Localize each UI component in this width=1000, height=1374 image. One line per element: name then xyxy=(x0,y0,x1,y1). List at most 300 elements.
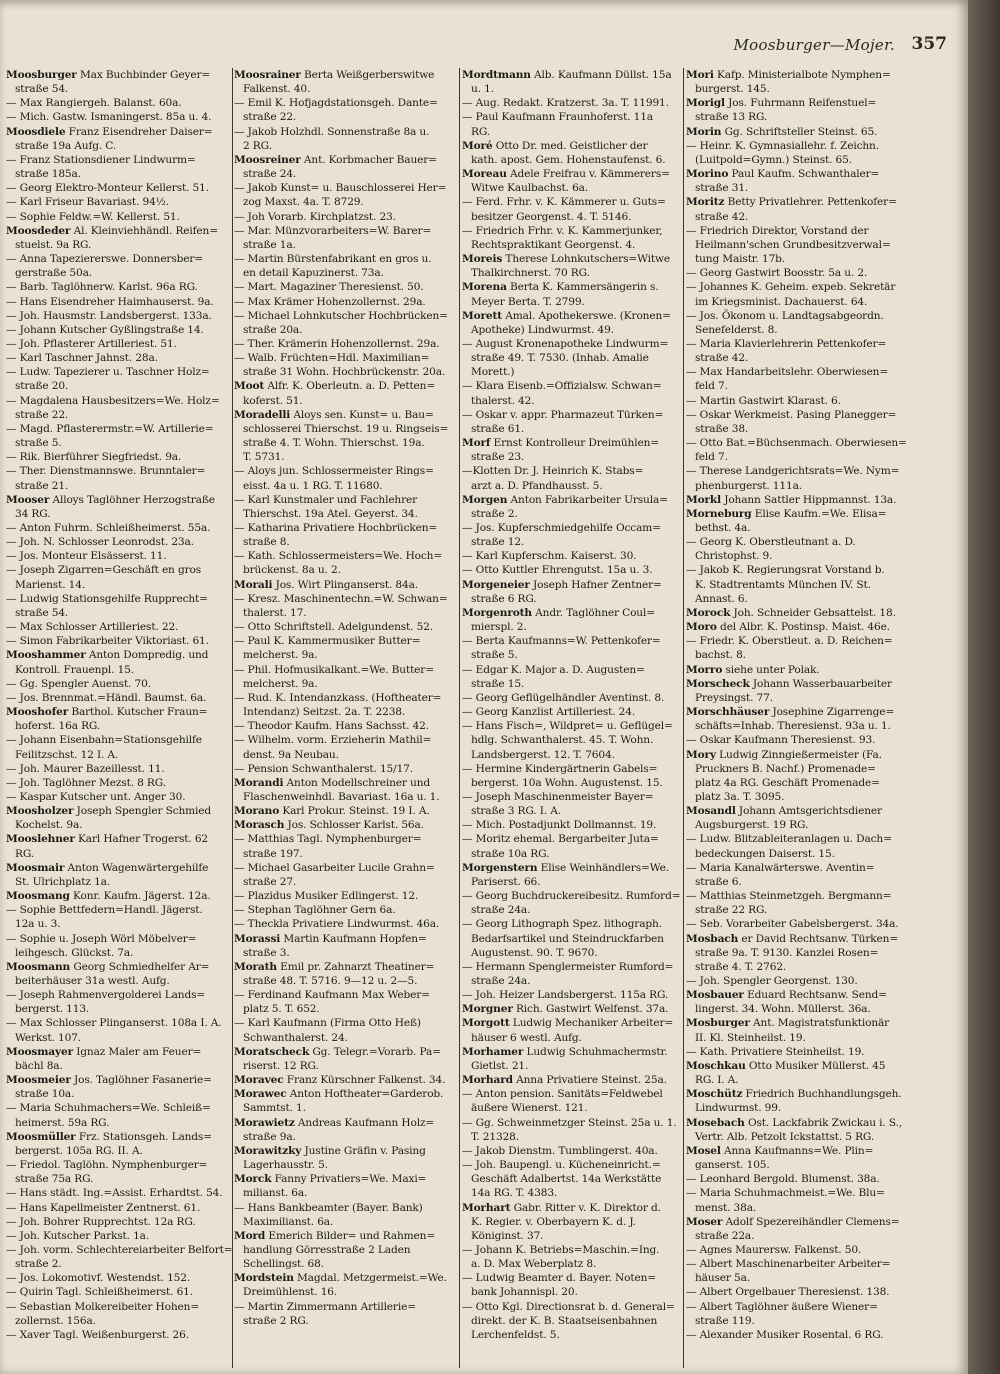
directory-entry: Morena Berta K. Kammersängerin s. xyxy=(462,281,659,294)
directory-entry: Moosmeier Jos. Taglöhner Fasanerie= xyxy=(6,1074,212,1087)
directory-entry: Morgenroth Andr. Taglöhner Coul= xyxy=(462,606,655,619)
entry-continuation: handlung Görresstraße 2 Laden xyxy=(243,1243,411,1256)
entry-continuation: straße 2. xyxy=(471,507,518,520)
entry-continuation: 14a RG. T. 4383. xyxy=(471,1187,558,1200)
entry-surname: Morano xyxy=(234,805,280,818)
directory-entry: — Mar. Münzvorarbeiters=W. Barer= xyxy=(234,224,432,237)
directory-entry: — Joseph Zigarren=Geschäft en gros xyxy=(6,564,202,577)
page-header xyxy=(0,34,955,56)
entry-surname: Moosholzer xyxy=(6,805,74,818)
directory-entry: Morawietz Andreas Kaufmann Holz= xyxy=(234,1116,435,1129)
directory-entry: — Otto Kgl. Directionsrat b. d. General= xyxy=(462,1300,675,1313)
entry-continuation: eisst. 4a u. 1 RG. T. 11680. xyxy=(243,479,383,492)
directory-entry: Morf Ernst Kontrolleur Dreimühlen= xyxy=(462,437,659,450)
directory-entry: Morgeneier Joseph Hafner Zentner= xyxy=(462,578,662,591)
directory-entry: Morgenstern Elise Weinhändlers=We. xyxy=(462,861,669,874)
entry-continuation: thalerst. 42. xyxy=(471,394,535,407)
directory-entry: — Joh. vorm. Schlechtereiarbeiter Belfort= xyxy=(6,1243,233,1256)
directory-entry: — Joh. Baupengl. u. Kücheneinricht.= xyxy=(462,1159,661,1172)
directory-entry: — Jakob K. Regierungsrat Vorstand b. xyxy=(686,564,885,577)
directory-entry: — Matthias Steinmetzgeh. Bergmann= xyxy=(686,890,892,903)
directory-entry: Morock Joh. Schneider Gebsattelst. 18. xyxy=(686,606,896,619)
entry-continuation: straße 3. xyxy=(243,946,290,959)
entry-continuation: straße 20a. xyxy=(243,323,303,336)
directory-entry: — Max Schlosser Plinganserst. 108a I. A. xyxy=(6,1017,222,1030)
directory-entry: Morgner Rich. Gastwirt Welfenst. 37a. xyxy=(462,1003,669,1016)
entry-continuation: straße 6. xyxy=(695,875,742,888)
directory-entry: Morawec Anton Hoftheater=Garderob. xyxy=(234,1088,444,1101)
entry-surname: Moosmüller xyxy=(6,1130,76,1143)
entry-surname: Mordstein xyxy=(234,1272,294,1285)
entry-surname: Morgen xyxy=(462,493,508,506)
directory-entry: — Otto Kuttler Ehrengutst. 15a u. 3. xyxy=(462,564,653,577)
entry-continuation: straße 22a. xyxy=(695,1229,755,1242)
directory-entry: Mordstein Magdal. Metzgermeist.=We. xyxy=(234,1272,447,1285)
entry-continuation: 2 RG. xyxy=(243,139,272,152)
entry-continuation: straße 48. T. 5716. 9—12 u. 2—5. xyxy=(243,975,418,987)
directory-entry: — Max Schlosser Artilleriest. 22. xyxy=(6,621,179,634)
directory-entry: — Paul Kaufmann Fraunhoferst. 11a xyxy=(462,111,653,124)
entry-continuation: riserst. 12 RG. xyxy=(243,1059,319,1072)
entry-continuation: Heilmann'schen Grundbesitzverwal= xyxy=(695,238,891,251)
directory-entry: — Plazidus Musiker Edlingerst. 12. xyxy=(234,890,419,903)
entry-continuation: straße 21. xyxy=(15,479,69,492)
entry-continuation: bachst. 8. xyxy=(695,649,746,662)
directory-entry: — August Kronenapotheke Lindwurm= xyxy=(462,337,669,350)
entry-continuation: 34 RG. xyxy=(15,507,51,520)
directory-entry: Moschkau Otto Musiker Müllerst. 45 xyxy=(686,1059,886,1072)
entry-continuation: Pariserst. 66. xyxy=(471,875,541,888)
entry-continuation: straße 49. T. 7530. (Inhab. Amalie xyxy=(471,352,649,365)
directory-entry: — Kresz. Maschinentechn.=W. Schwan= xyxy=(234,592,448,605)
directory-entry: Morassi Martin Kaufmann Hopfen= xyxy=(234,932,427,945)
directory-entry: — Max Handarbeitslehr. Oberwiesen= xyxy=(686,366,889,379)
entry-surname: Morett xyxy=(462,309,503,322)
entry-continuation: straße 38. xyxy=(695,422,749,435)
entry-continuation: straße 42. xyxy=(695,352,749,365)
entry-continuation: straße 15. xyxy=(471,677,525,690)
directory-entry: Mooser Alloys Taglöhner Herzogstraße xyxy=(6,493,215,506)
directory-entry: — Rud. K. Intendanzkass. (Hoftheater= xyxy=(234,691,442,704)
directory-entry: —Klotten Dr. J. Heinrich K. Stabs= xyxy=(462,465,644,478)
directory-entry: — Martin Gastwirt Klarast. 6. xyxy=(686,394,841,407)
entry-continuation: straße 24. xyxy=(243,168,297,181)
entry-continuation: straße 5. xyxy=(15,437,62,450)
directory-entry: — Martin Bürstenfabrikant en gros u. xyxy=(234,253,432,266)
entry-continuation: koferst. 51. xyxy=(243,394,303,407)
directory-entry: — Aug. Redakt. Kratzerst. 3a. T. 11991. xyxy=(462,97,669,110)
directory-entry: — Barb. Taglöhnerw. Karlst. 96a RG. xyxy=(6,281,198,294)
entry-surname: Moritz xyxy=(686,196,725,209)
entry-continuation: straße 31 Wohn. Hochbrückenstr. 20a. xyxy=(243,366,446,379)
directory-entry: Morigl Jos. Fuhrmann Reifenstuel= xyxy=(686,97,877,110)
entry-continuation: bethst. 4a. xyxy=(695,522,751,534)
directory-entry: — Georg Kanzlist Artilleriest. 24. xyxy=(462,706,636,719)
entry-continuation: straße 20. xyxy=(15,380,69,393)
entry-continuation: Witwe Kaulbachst. 6a. xyxy=(471,182,589,195)
directory-entry: — Georg Gastwirt Boosstr. 5a u. 2. xyxy=(686,267,868,280)
entry-continuation: milianst. 6a. xyxy=(243,1187,308,1200)
entry-surname: Mosbauer xyxy=(686,989,744,1002)
directory-entry: — Kath. Privatiere Steinheilst. 19. xyxy=(686,1045,865,1058)
directory-entry: — Joh. Kutscher Parkst. 1a. xyxy=(6,1229,150,1242)
entry-continuation: Augsburgerst. 19 RG. xyxy=(695,819,809,832)
entry-surname: Morgott xyxy=(462,1017,510,1030)
entry-surname: Morali xyxy=(234,578,273,591)
entry-continuation: Sammtst. 1. xyxy=(243,1102,306,1115)
entry-surname: Morin xyxy=(686,125,722,138)
directory-entry: — Joh. Hausmstr. Landsbergerst. 133a. xyxy=(6,309,212,322)
entry-continuation: Senefelderst. 8. xyxy=(695,323,778,336)
directory-entry: Moosmüller Frz. Stationsgeh. Lands= xyxy=(6,1130,212,1143)
entry-continuation: straße 23. xyxy=(471,451,525,464)
directory-entry: Moot Alfr. K. Oberleutn. a. D. Petten= xyxy=(234,380,436,393)
directory-entry: — Aloys jun. Schlossermeister Rings= xyxy=(234,465,434,478)
entry-continuation: Apotheke) Lindwurmst. 49. xyxy=(471,323,614,336)
directory-entry: Morgott Ludwig Mechaniker Arbeiter= xyxy=(462,1017,674,1030)
directory-entry: — Joh. Bohrer Rupprechtst. 12a RG. xyxy=(6,1215,196,1228)
entry-continuation: schäfts=Inhab. Theresienst. 93a u. 1. xyxy=(695,720,891,733)
entry-continuation: stuelst. 9a RG. xyxy=(15,238,92,251)
directory-entry: Moritz Betty Privatlehrer. Pettenkofer= xyxy=(686,196,897,209)
entry-continuation: direkt. der K. B. Staatseisenbahnen xyxy=(471,1314,658,1327)
entry-continuation: melcherst. 9a. xyxy=(243,649,318,662)
entry-surname: Mordtmann xyxy=(462,69,531,81)
directory-entry: — Joh. Spengler Georgenst. 130. xyxy=(686,975,858,987)
directory-entry: — Jos. Monteur Elsässerst. 11. xyxy=(6,550,167,563)
entry-surname: Morhart xyxy=(462,1201,511,1214)
directory-entry: — Sophie Feldw.=W. Kellerst. 51. xyxy=(6,210,180,223)
entry-surname: Moreau xyxy=(462,168,507,181)
entry-continuation: Meyer Berta. T. 2799. xyxy=(471,295,585,308)
directory-entry: — Gg. Spengler Auenst. 70. xyxy=(6,677,151,690)
directory-entry: — Simon Fabrikarbeiter Viktoriast. 61. xyxy=(6,635,209,648)
entry-continuation: bedeckungen Daiserst. 15. xyxy=(695,847,835,860)
directory-entry: — Joh Vorarb. Kirchplatzst. 23. xyxy=(234,210,396,223)
directory-entry: Morawitzky Justine Gräfin v. Pasing xyxy=(234,1144,426,1157)
directory-entry: — Martin Zimmermann Artillerie= xyxy=(234,1300,416,1313)
entry-continuation: T. 5731. xyxy=(243,451,285,464)
entry-continuation: straße 19a Aufg. C. xyxy=(15,139,117,152)
entry-continuation: Schellingst. 68. xyxy=(243,1258,324,1271)
entry-continuation: bank Johannispl. 20. xyxy=(471,1286,578,1299)
entry-surname: Morawitzky xyxy=(234,1144,302,1157)
directory-entry: Morath Emil pr. Zahnarzt Theatiner= xyxy=(234,960,435,973)
directory-entry: Moosmayer Ignaz Maler am Feuer= xyxy=(6,1045,202,1058)
directory-entry: Morhamer Ludwig Schuhmachermstr. xyxy=(462,1045,668,1058)
directory-entry: — Georg Buchdruckereibesitz. Rumford= xyxy=(462,890,681,903)
entry-continuation: straße 54. xyxy=(15,83,69,96)
entry-continuation: straße 27. xyxy=(243,875,297,888)
entry-continuation: Dreimühlenst. 16. xyxy=(243,1286,338,1299)
entry-continuation: (Luitpold=Gymn.) Steinst. 65. xyxy=(695,153,852,166)
entry-continuation: Intendanz) Seitzst. 2a. T. 2238. xyxy=(243,706,406,719)
directory-entry: — Georg Geflügelhändler Aventinst. 8. xyxy=(462,691,665,704)
directory-entry: — Michael Gasarbeiter Lucile Grahn= xyxy=(234,861,435,874)
directory-entry: — Emil K. Hofjagdstationsgeh. Dante= xyxy=(234,97,438,110)
entry-continuation: Gietlst. 21. xyxy=(471,1059,529,1072)
directory-entry: — Gg. Schweinmetzger Steinst. 25a u. 1. xyxy=(462,1116,677,1129)
entry-continuation: straße 54. xyxy=(15,606,69,619)
entry-continuation: Lindwurmst. 99. xyxy=(695,1102,782,1115)
entry-continuation: gerstraße 50a. xyxy=(15,267,92,280)
directory-entry: — Alexander Musiker Rosental. 6 RG. xyxy=(686,1328,884,1341)
entry-continuation: straße 2. xyxy=(15,1258,62,1271)
entry-continuation: melcherst. 9a. xyxy=(243,677,318,690)
entry-continuation: zollernst. 156a. xyxy=(15,1314,96,1327)
directory-entry: — Theodor Kaufm. Hans Sachsst. 42. xyxy=(234,720,429,733)
column-rule xyxy=(232,68,233,1368)
entry-surname: Mory xyxy=(686,748,716,761)
directory-entry: — Maria Schuhmachmeist.=We. Blu= xyxy=(686,1187,885,1200)
directory-entry: Mosebach Ost. Lackfabrik Zwickau i. S., xyxy=(686,1116,902,1129)
entry-continuation: zog Maxst. 4a. T. 8729. xyxy=(243,196,364,209)
entry-continuation: feld 7. xyxy=(695,451,728,464)
directory-entry: — Hans Kapellmeister Zentnerst. 61. xyxy=(6,1201,201,1214)
directory-entry: — Seb. Vorarbeiter Gabelsbergerst. 34a. xyxy=(686,918,899,931)
entry-surname: Morgenstern xyxy=(462,861,538,874)
directory-entry: Morano Karl Prokur. Steinst. 19 I. A. xyxy=(234,805,430,818)
entry-surname: Moosmayer xyxy=(6,1045,74,1058)
entry-continuation: schlosserei Thierschst. 19 u. Ringseis= xyxy=(243,422,449,435)
entry-surname: Morawec xyxy=(234,1088,287,1101)
directory-entry: Moosmair Anton Wagenwärtergehilfe xyxy=(6,861,209,874)
entry-continuation: straße 9a. xyxy=(243,1130,296,1143)
book-spine-edge xyxy=(968,0,1000,1374)
directory-entry: — Hermine Kindergärtnerin Gabels= xyxy=(462,762,658,775)
entry-continuation: straße 10a RG. xyxy=(471,847,550,860)
entry-surname: Morgenroth xyxy=(462,606,532,619)
entry-continuation: T. 21328. xyxy=(471,1130,519,1143)
directory-entry: — Sophie Bettfedern=Handl. Jägerst. xyxy=(6,904,203,917)
directory-entry: — Rik. Bierführer Siegfriedst. 9a. xyxy=(6,451,182,464)
entry-surname: Morscheck xyxy=(686,677,750,690)
entry-surname: Morasch xyxy=(234,819,285,832)
entry-continuation: bächl 8a. xyxy=(15,1059,63,1072)
directory-entry: Morasch Jos. Schlosser Karlst. 56a. xyxy=(234,819,424,832)
entry-surname: Morneburg xyxy=(686,507,752,520)
directory-entry: Morin Gg. Schriftsteller Steinst. 65. xyxy=(686,125,878,138)
directory-entry: — Friedol. Taglöhn. Nymphenburger= xyxy=(6,1159,208,1172)
directory-entry: — Kath. Schlossermeisters=We. Hoch= xyxy=(234,550,443,563)
directory-entry: — Theckla Privatiere Lindwurmst. 46a. xyxy=(234,918,440,931)
directory-entry: — Georg Lithograph Spez. lithograph. xyxy=(462,918,662,931)
entry-continuation: Feilitzschst. 12 I. A. xyxy=(15,748,119,761)
directory-entry: — Anton Fuhrm. Schleißheimerst. 55a. xyxy=(6,522,211,534)
directory-entry: — Franz Stationsdiener Lindwurm= xyxy=(6,153,196,166)
entry-surname: Mosbach xyxy=(686,932,739,945)
entry-continuation: straße 6 RG. xyxy=(471,592,537,605)
entry-surname: Morock xyxy=(686,606,731,619)
entry-surname: Moot xyxy=(234,380,265,393)
entry-continuation: Annast. 6. xyxy=(695,592,748,605)
entry-continuation: ganserst. 105. xyxy=(695,1159,770,1172)
entry-continuation: burgerst. 145. xyxy=(695,83,770,96)
entry-surname: Morgeneier xyxy=(462,578,530,591)
entry-continuation: Augustenst. 90. T. 9670. xyxy=(471,946,598,959)
entry-surname: Moosdeder xyxy=(6,224,71,237)
entry-surname: Moschkau xyxy=(686,1059,746,1072)
entry-continuation: straße 8. xyxy=(243,536,290,549)
column-4 xyxy=(686,68,908,1368)
entry-continuation: a. D. Max Weberplatz 8. xyxy=(471,1258,597,1271)
directory-entry: Moosburger Max Buchbinder Geyer= xyxy=(6,69,211,81)
directory-entry: — Georg K. Oberstleutnant a. D. xyxy=(686,536,856,549)
directory-entry: — Joh. Maurer Bazeillesst. 11. xyxy=(6,762,165,775)
directory-entry: — Karl Kupferschm. Kaiserst. 30. xyxy=(462,550,637,563)
entry-continuation: straße 2 RG. xyxy=(243,1314,309,1327)
entry-continuation: feld 7. xyxy=(695,380,728,393)
entry-continuation: straße 9a. T. 9130. Kanzlei Rosen= xyxy=(695,946,879,959)
entry-continuation: RG. xyxy=(15,847,34,860)
page-number: 357 xyxy=(911,34,947,54)
entry-continuation: Kochelst. 9a. xyxy=(15,819,83,832)
directory-entry: — Hermann Spenglermeister Rumford= xyxy=(462,960,674,973)
directory-entry: — Jos. Brennmat.=Händl. Baumst. 6a. xyxy=(6,691,207,704)
entry-continuation: phenburgerst. 111a. xyxy=(695,479,802,492)
entry-continuation: häuser 5a. xyxy=(695,1272,751,1285)
entry-continuation: Vertr. Alb. Petzolt Ickstattst. 5 RG. xyxy=(695,1130,875,1143)
entry-surname: Moosrainer xyxy=(234,69,301,81)
directory-entry: — Joh. Pflasterer Artilleriest. 51. xyxy=(6,337,177,350)
directory-entry: — Hans städt. Ing.=Assist. Erhardtst. 54. xyxy=(6,1187,223,1200)
directory-entry: — Moritz ehemal. Bergarbeiter Juta= xyxy=(462,833,659,846)
directory-entry: — Sophie u. Joseph Wörl Möbelver= xyxy=(6,932,197,945)
directory-entry: — Johann K. Betriebs=Maschin.=Ing. xyxy=(462,1243,660,1256)
directory-entry: Morhard Anna Privatiere Steinst. 25a. xyxy=(462,1074,667,1087)
directory-entry: — Friedrich Direktor, Vorstand der xyxy=(686,224,869,237)
directory-entry: — Karl Friseur Bavariast. 94½. xyxy=(6,196,169,209)
directory-entry: — Leonhard Bergold. Blumenst. 38a. xyxy=(686,1173,880,1186)
entry-surname: Morgner xyxy=(462,1003,513,1016)
directory-entry: — Ludwig Stationsgehilfe Rupprecht= xyxy=(6,592,208,605)
directory-entry: — Oskar Kaufmann Theresienst. 93. xyxy=(686,734,876,747)
directory-entry: — Michael Lohnkutscher Hochbrücken= xyxy=(234,309,448,322)
entry-surname: Moosreiner xyxy=(234,153,301,166)
entry-continuation: arzt a. D. Pfandhausst. 5. xyxy=(471,479,603,492)
directory-entry: Morschhäuser Josephine Zigarrenge= xyxy=(686,706,895,719)
directory-entry: Moravec Franz Kürschner Falkenst. 34. xyxy=(234,1074,446,1087)
directory-entry: Moreau Adele Freifrau v. Kämmerers= xyxy=(462,168,670,181)
directory-entry: — Quirin Tagl. Schleißheimerst. 61. xyxy=(6,1286,193,1299)
entry-surname: Mosebach xyxy=(686,1116,745,1129)
entry-continuation: straße 197. xyxy=(243,847,303,860)
entry-continuation: platz 4a RG. Geschäft Promenade= xyxy=(695,776,880,789)
entry-continuation: straße 61. xyxy=(471,422,525,435)
entry-surname: Moreis xyxy=(462,253,503,266)
entry-surname: Morf xyxy=(462,437,491,450)
entry-continuation: straße 31. xyxy=(695,182,749,195)
directory-entry: — Walb. Früchten=Hdl. Maximilian= xyxy=(234,352,430,365)
entry-surname: Mord xyxy=(234,1229,266,1242)
directory-entry: — Johann Kutscher Gyßlingstraße 14. xyxy=(6,323,204,336)
directory-entry: — Mich. Postadjunkt Dollmannst. 19. xyxy=(462,819,657,832)
directory-entry: Moosreiner Ant. Korbmacher Bauer= xyxy=(234,153,437,166)
directory-entry: Moschütz Friedrich Buchhandlungsgeh. xyxy=(686,1088,902,1101)
entry-continuation: kath. apost. Gem. Hohenstaufenst. 6. xyxy=(471,153,666,166)
entry-surname: Moré xyxy=(462,139,493,152)
directory-entry: — Anna Tapeziererswe. Donnersber= xyxy=(6,253,204,266)
directory-entry: Moser Adolf Spezereihändler Clemens= xyxy=(686,1215,900,1228)
directory-entry: — Oskar v. appr. Pharmazeut Türken= xyxy=(462,408,664,421)
directory-entry: — Hans Eisendreher Haimhauserst. 9a. xyxy=(6,295,214,308)
entry-continuation: leihgesch. Glückst. 7a. xyxy=(15,946,134,959)
entry-surname: Morawietz xyxy=(234,1116,295,1129)
directory-entry: — Jakob Kunst= u. Bauschlosserei Her= xyxy=(234,182,447,195)
entry-continuation: straße 4. T. Wohn. Thierschst. 19a. xyxy=(243,437,425,450)
entry-continuation: straße 22. xyxy=(15,408,69,421)
directory-entry: — Johannes K. Geheim. expeb. Sekretär xyxy=(686,281,896,294)
directory-entry: Morett Amal. Apothekerswe. (Kronen= xyxy=(462,309,671,322)
entry-continuation: straße 12. xyxy=(471,536,525,549)
entry-surname: Morkl xyxy=(686,493,721,506)
directory-entry: — Johann Eisenbahn=Stationsgehilfe xyxy=(6,734,202,747)
entry-continuation: häuser 6 westl. Aufg. xyxy=(471,1031,582,1044)
entry-surname: Moosmann xyxy=(6,960,71,973)
directory-entry: — Anton pension. Sanitäts=Feldwebel xyxy=(462,1088,663,1101)
entry-continuation: straße 13 RG. xyxy=(695,111,768,124)
entry-continuation: RG. xyxy=(471,125,490,138)
entry-continuation: platz 3a. T. 3095. xyxy=(695,790,785,803)
entry-surname: Mooser xyxy=(6,493,50,506)
directory-entry: — Mich. Gastw. Ismaningerst. 85a u. 4. xyxy=(6,111,212,124)
entry-surname: Moro xyxy=(686,621,717,634)
entry-continuation: II. Kl. Steinheilst. 19. xyxy=(695,1031,806,1044)
directory-entry: — Max Krämer Hohenzollernst. 29a. xyxy=(234,295,426,308)
entry-continuation: Werkst. 107. xyxy=(15,1031,81,1044)
entry-continuation: Thalkirchnerst. 70 RG. xyxy=(471,267,590,280)
directory-entry: Mord Emerich Bilder= und Rahmen= xyxy=(234,1229,436,1242)
entry-continuation: beiterhäuser 31a westl. Aufg. xyxy=(15,975,170,987)
directory-entry: — Maria Kanalwärterswe. Aventin= xyxy=(686,861,875,874)
directory-entry: — Magdalena Hausbesitzers=We. Holz= xyxy=(6,394,220,407)
entry-continuation: tung Maistr. 17b. xyxy=(695,253,786,266)
directory-entry: Mori Kafp. Ministerialbote Nymphen= xyxy=(686,69,891,81)
entry-continuation: straße 22 RG. xyxy=(695,904,768,917)
directory-entry: Moro del Albr. K. Postinsp. Maist. 46e. xyxy=(686,621,890,634)
directory-entry: Morali Jos. Wirt Plinganserst. 84a. xyxy=(234,578,418,591)
directory-entry: — Ludwig Beamter d. Bayer. Noten= xyxy=(462,1272,657,1285)
directory-entry: Mooshofer Barthol. Kutscher Fraun= xyxy=(6,706,208,719)
directory-entry: Moradelli Aloys sen. Kunst= u. Bau= xyxy=(234,408,434,421)
directory-entry: Morhart Gabr. Ritter v. K. Direktor d. xyxy=(462,1201,661,1214)
directory-entry: Mooslehner Karl Hafner Trogerst. 62 xyxy=(6,833,209,846)
directory-entry: Morneburg Elise Kaufm.=We. Elisa= xyxy=(686,507,887,520)
directory-entry: — Ferdinand Kaufmann Max Weber= xyxy=(234,989,430,1002)
entry-continuation: straße 10a. xyxy=(15,1088,75,1101)
entry-continuation: mierspl. 2. xyxy=(471,621,527,634)
entry-continuation: straße 4. T. 2762. xyxy=(695,960,787,973)
entry-continuation: en detail Kapuzinerst. 73a. xyxy=(243,267,384,280)
entry-continuation: straße 1a. xyxy=(243,238,296,251)
directory-entry: — Karl Kaufmann (Firma Otto Heß) xyxy=(234,1017,421,1030)
directory-entry: Mooshammer Anton Dompredig. und xyxy=(6,649,209,662)
running-head: Moosburger—Mojer. xyxy=(733,36,895,54)
entry-continuation: bergerst. 105a RG. II. A. xyxy=(15,1144,143,1157)
entry-continuation: straße 24a. xyxy=(471,904,531,917)
entry-continuation: im Kriegsminist. Dachauerst. 64. xyxy=(695,295,868,308)
directory-entry: Moosmang Konr. Kaufm. Jägerst. 12a. xyxy=(6,890,211,903)
entry-surname: Morhard xyxy=(462,1074,513,1087)
entry-continuation: K. Stadtrentamts München IV. St. xyxy=(695,578,871,591)
entry-continuation: Morett.) xyxy=(471,366,515,379)
entry-continuation: Falkenst. 40. xyxy=(243,83,311,96)
directory-entry: Morandi Anton Modellschreiner und xyxy=(234,776,431,789)
entry-surname: Moosmair xyxy=(6,861,65,874)
directory-entry: Morgen Anton Fabrikarbeiter Ursula= xyxy=(462,493,668,506)
entry-continuation: Christophst. 9. xyxy=(695,550,773,563)
entry-surname: Moratscheck xyxy=(234,1045,310,1058)
